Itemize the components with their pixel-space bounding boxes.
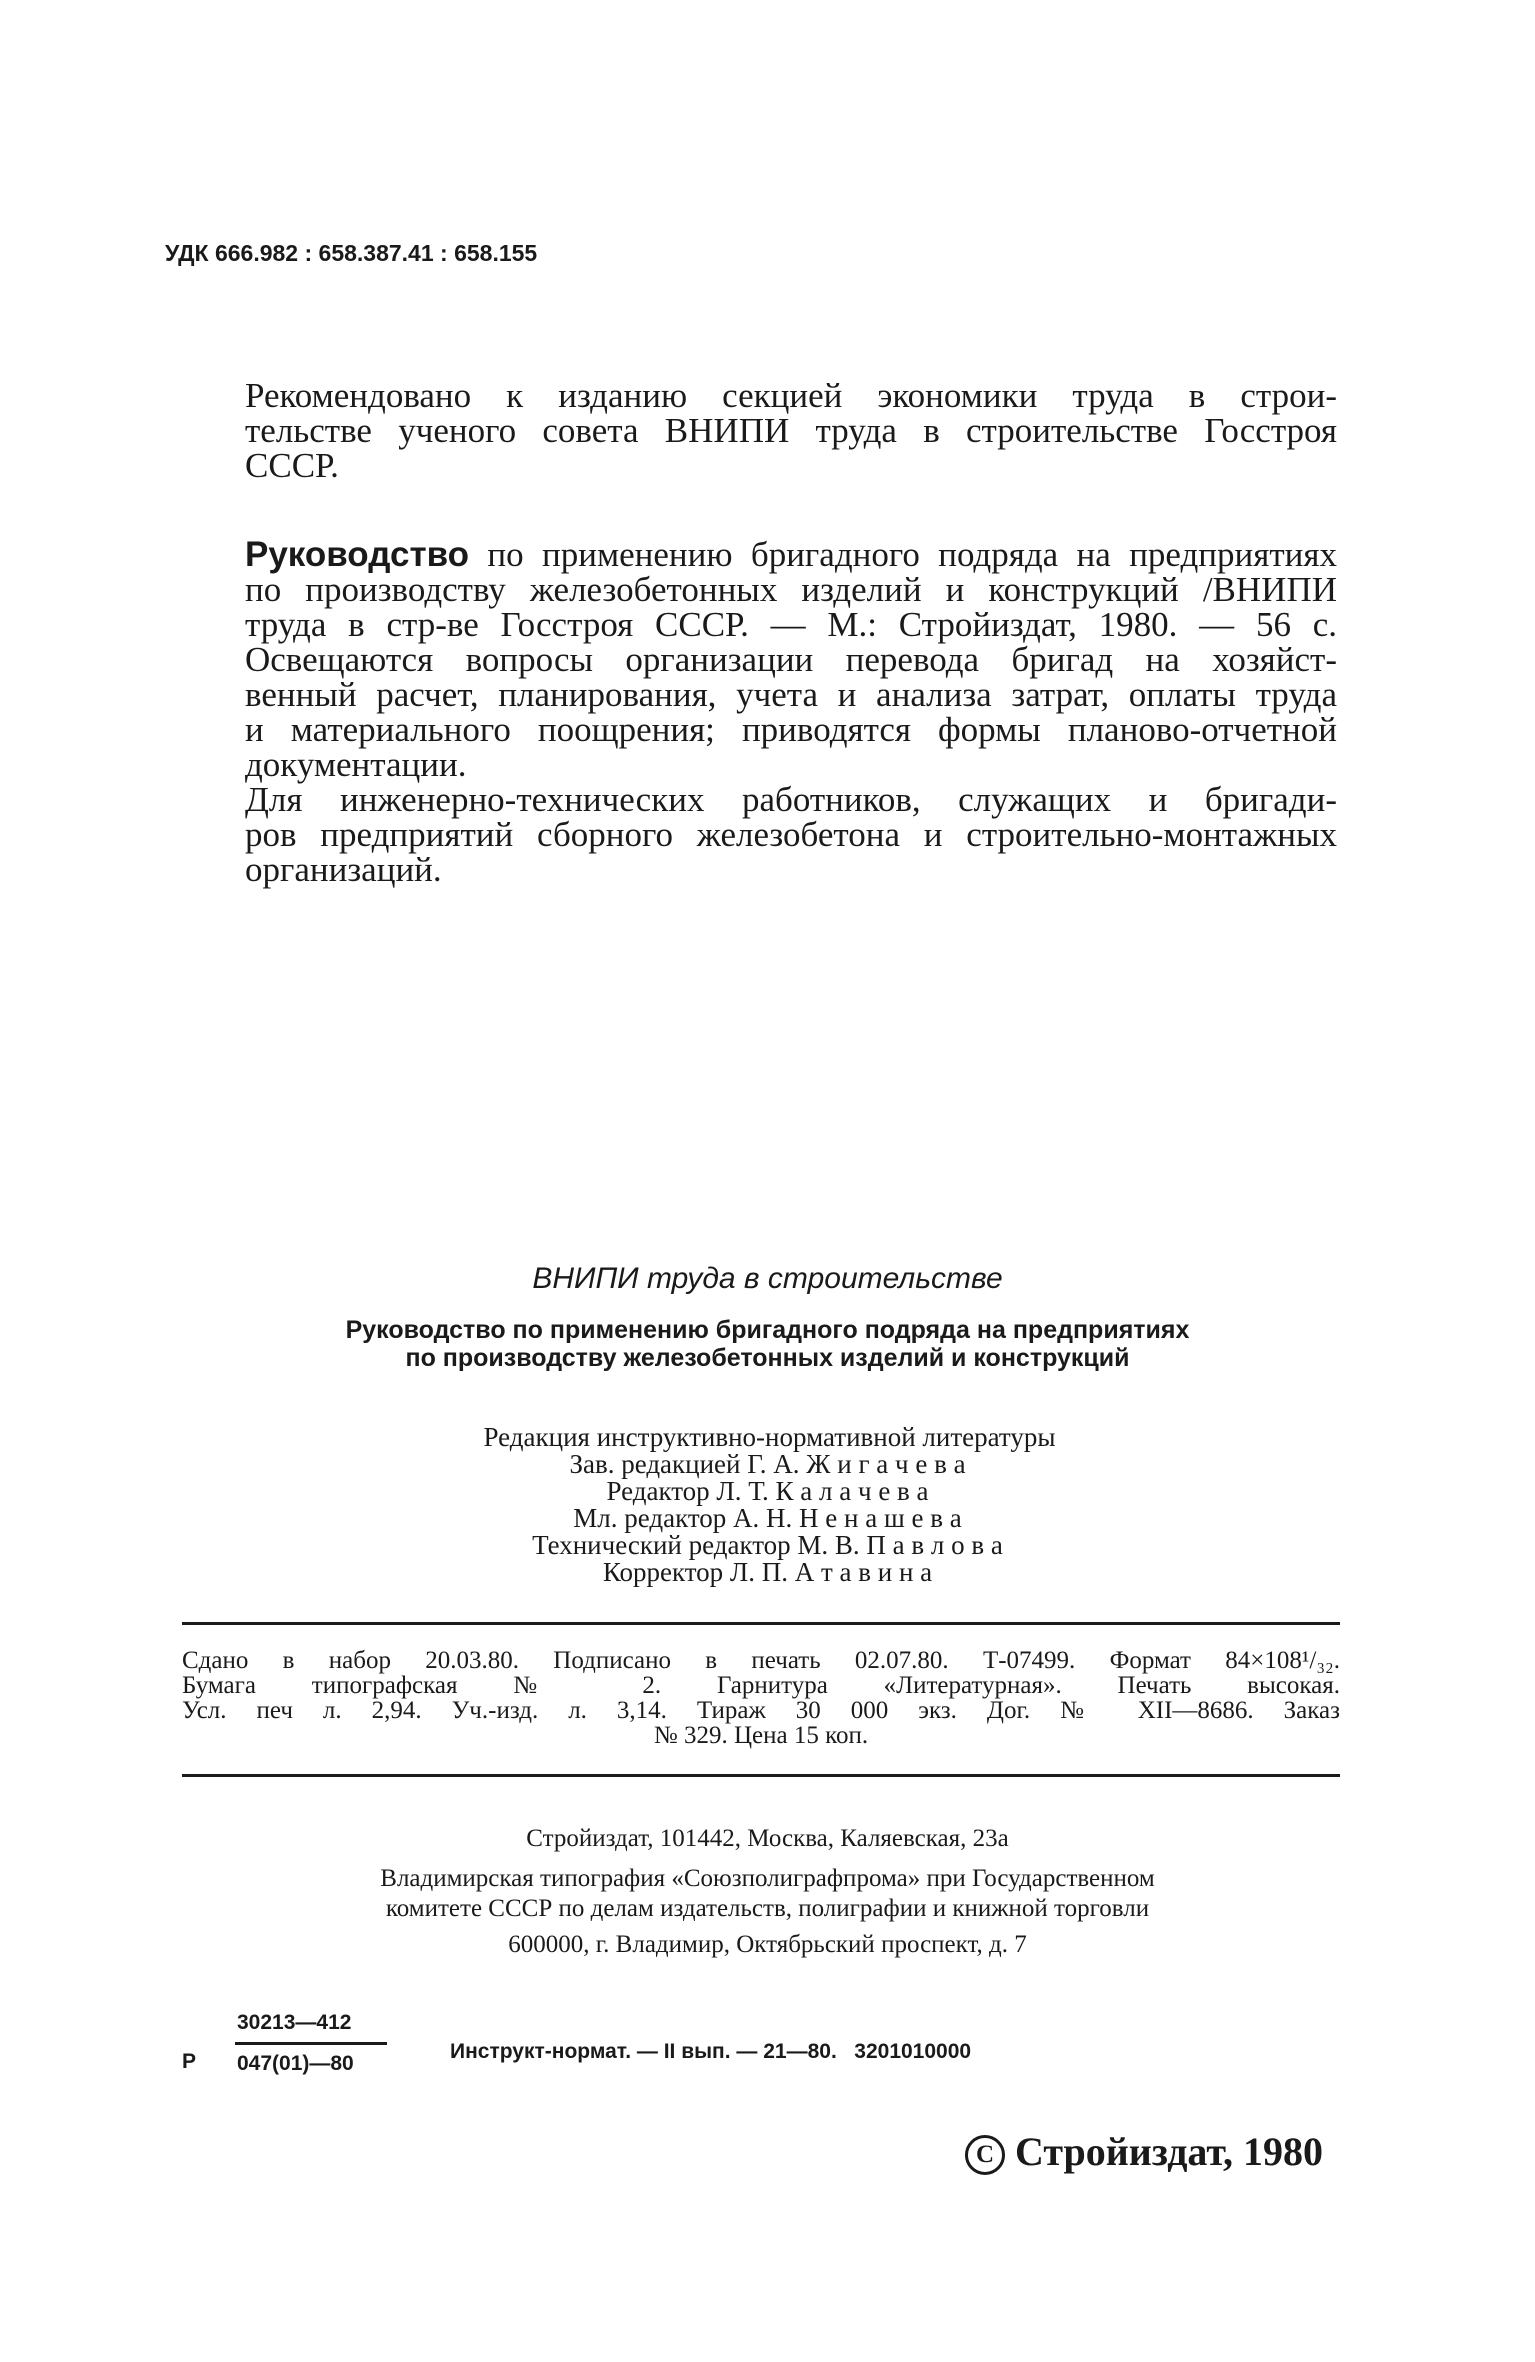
credits — [0, 1424, 1535, 1586]
recommendation-text — [245, 378, 1337, 483]
divider-bottom — [182, 1774, 1340, 1777]
annotation-line: и материального поощрения; приводятся формы планово-отчетной — [245, 710, 1337, 749]
credit-line: Технический редактор М. В. П а в л о в а — [532, 1530, 1003, 1560]
credit-line: Мл. редактор А. Н. Н е н а ш е в а — [573, 1503, 962, 1533]
annotation-line: труда в стр-ве Госстроя СССР. — М.: Стройиздат, 1980. — 56 с. — [245, 605, 1337, 644]
divider-top — [182, 1622, 1340, 1625]
annotation — [245, 537, 1337, 887]
book-title — [0, 1316, 1535, 1372]
annotation-line — [245, 537, 1337, 572]
publisher-info — [0, 1824, 1535, 1960]
credit-line: Зав. редакцией Г. А. Ж и г а ч е в а — [569, 1449, 966, 1479]
imprint-line: Усл. печ л. 2,94. Уч.-изд. л. 3,14. Тираж 30 000 экз. Дог. № XII—8686. Заказ — [182, 1697, 1340, 1724]
copyright-text: Стройиздат, 1980 — [1015, 2129, 1324, 2174]
recommendation-line: Рекомендовано к изданию секцией экономики труда в строи- — [245, 376, 1337, 415]
annotation-line: Освещаются вопросы организации перевода бригад на хозяйст- — [245, 640, 1337, 679]
copyright-icon: С — [965, 2135, 1005, 2175]
credit-line: Корректор Л. П. А т а в и н а — [602, 1557, 933, 1587]
code-letter: Р — [182, 2050, 197, 2073]
credit-line: Редакция инструктивно-нормативной литературы — [483, 1422, 1056, 1452]
book-title-line: Руководство по применению бригадного подряда на предприятиях — [345, 1316, 1190, 1344]
code-numerator: 30213—412 — [237, 2011, 352, 2034]
printer-line: Владимирская типография «Союзполиграфпрома» при Государственном — [380, 1865, 1155, 1892]
printer-line: комитете СССР по делам издательств, полиграфии и книжной торговли — [385, 1895, 1150, 1922]
udk-code: УДК 666.982 : 658.387.41 : 658.155 — [165, 240, 538, 266]
imprint-line: № 329. Цена 15 коп. — [653, 1722, 869, 1749]
code-text: Инструкт-нормат. — II вып. — 21—80. 3201010000 — [450, 2040, 972, 2063]
imprint — [182, 1648, 1340, 1748]
code-denominator: 047(01)—80 — [237, 2052, 354, 2075]
annotation-line: организаций. — [245, 850, 442, 889]
code-fraction-line — [235, 2042, 387, 2045]
annotation-line: документации. — [245, 745, 467, 784]
printer-address: 600000, г. Владимир, Октябрьский проспект, д. 7 — [508, 1931, 1027, 1958]
annotation-title-word: Руководство — [245, 535, 470, 574]
annotation-line: по производству железобетонных изделий и конструкций /ВНИПИ — [245, 570, 1337, 609]
credit-line: Редактор Л. Т. К а л а ч е в а — [606, 1476, 929, 1506]
annotation-line: ров предприятий сборного железобетона и строительно-монтажных — [245, 815, 1337, 854]
recommendation-line: СССР. — [245, 446, 339, 485]
annotation-line-rest: по применению бригадного подряда на предприятиях — [469, 535, 1337, 574]
organization-name: ВНИПИ труда в строительстве — [532, 1262, 1003, 1295]
copyright — [965, 2128, 1323, 2175]
publisher-address: Стройиздат, 101442, Москва, Каляевская, 23а — [526, 1825, 1009, 1852]
imprint-line: Бумага типографская № 2. Гарнитура «Литературная». Печать высокая. — [182, 1672, 1340, 1699]
imprint-line: Сдано в набор 20.03.80. Подписано в печать 02.07.80. Т-07499. Формат 84×108¹/₃₂. — [182, 1647, 1340, 1674]
book-title-line: по производству железобетонных изделий и конструкций — [405, 1344, 1130, 1372]
annotation-line: венный расчет, планирования, учета и анализа затрат, оплаты труда — [245, 675, 1337, 714]
recommendation-line: тельстве ученого совета ВНИПИ труда в строительстве Госстроя — [245, 411, 1337, 450]
annotation-line: Для инженерно-технических работников, служащих и бригади- — [245, 780, 1337, 819]
